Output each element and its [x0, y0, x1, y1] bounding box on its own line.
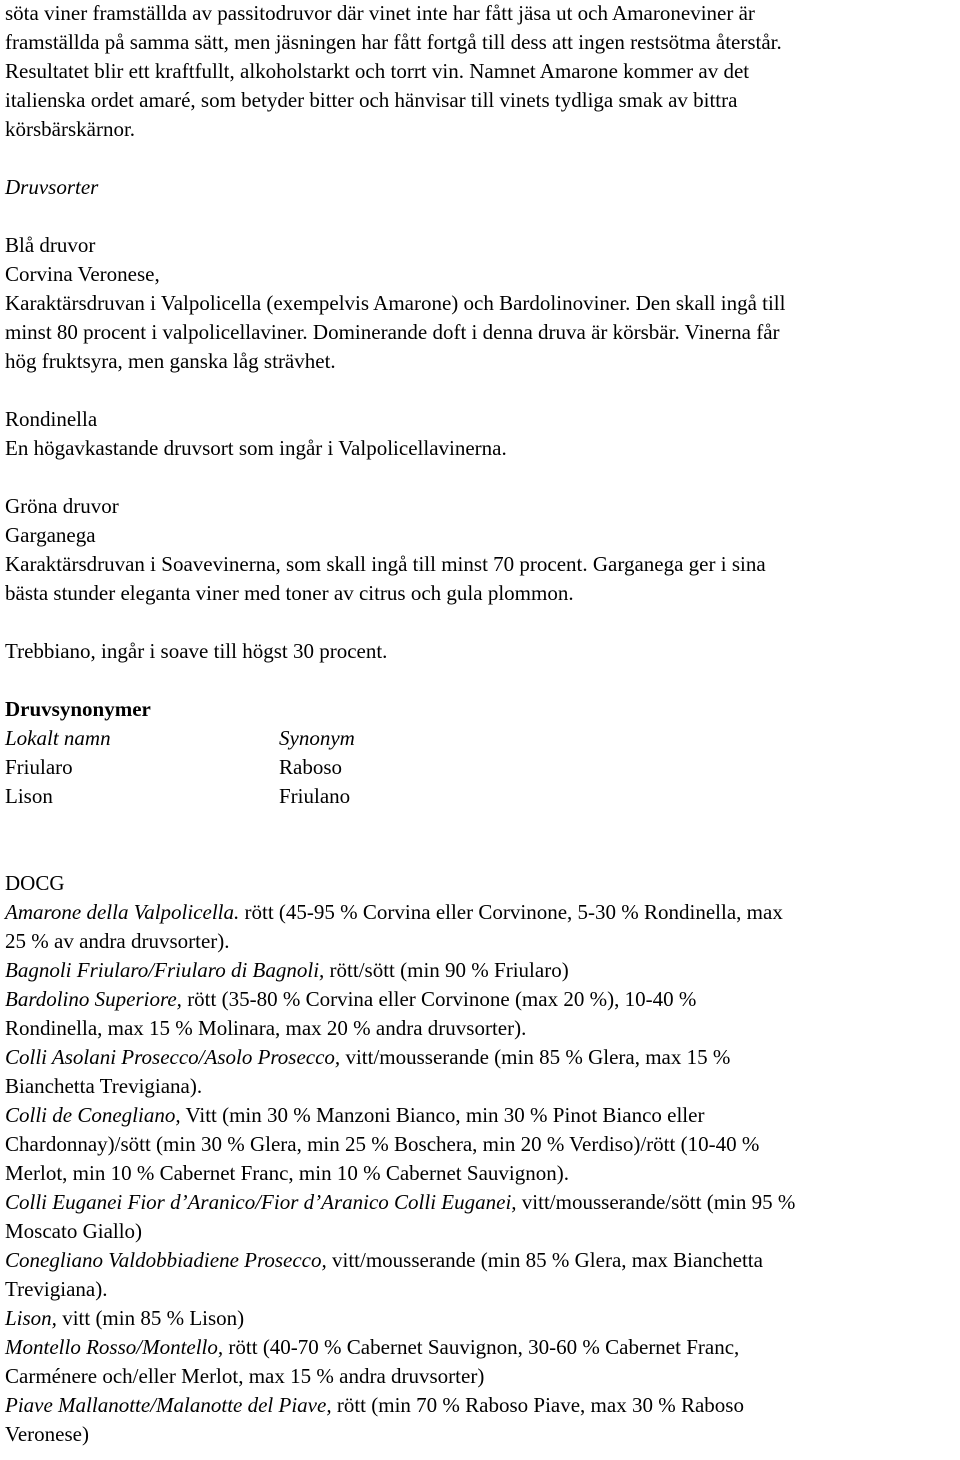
garganega-desc-line: Karaktärsdruvan i Soavevinerna, som skall ingå till minst 70 procent. Garganega ger i sina	[5, 552, 766, 576]
docg-heading: DOCG	[5, 871, 65, 895]
docg-entry-name: Bardolino Superiore,	[5, 987, 182, 1011]
docg-entry-text: vitt (min 85 % Lison)	[56, 1306, 245, 1330]
docg-entry-name: Piave Mallanotte/Malanotte del Piave,	[5, 1393, 332, 1417]
synonym-table-header	[5, 724, 960, 753]
intro-line: söta viner framställda av passitodruvor där vinet inte har fått jäsa ut och Amaroneviner är	[5, 1, 755, 25]
docg-entry-name: Conegliano Valdobbiadiene Prosecco,	[5, 1248, 327, 1272]
garganega-name: Garganega	[5, 523, 96, 547]
trebbiano-line: Trebbiano, ingår i soave till högst 30 procent.	[5, 639, 388, 663]
corvina-desc-line: Karaktärsdruvan i Valpolicella (exempelvis Amarone) och Bardolinoviner. Den skall ingå till	[5, 291, 786, 315]
docg-entry-continuation: Chardonnay)/sött (min 30 % Glera, min 25 % Boschera, min 20 % Verdiso)/rött (10-40 %	[5, 1132, 760, 1156]
docg-entry-text: rött/sött (min 90 % Friularo)	[324, 958, 569, 982]
docg-entry	[5, 1101, 960, 1130]
synonym-table-row	[5, 753, 960, 782]
druvsynonymer-heading: Druvsynonymer	[5, 697, 151, 721]
intro-line: italienska ordet amaré, som betyder bitter och hänvisar till vinets tydliga smak av bittra	[5, 88, 738, 112]
corvina-name: Corvina Veronese,	[5, 262, 160, 286]
bla-druvor-heading: Blå druvor	[5, 233, 96, 257]
docg-entry	[5, 956, 960, 985]
docg-entry-text: rött (40-70 % Cabernet Sauvignon, 30-60 % Cabernet Franc,	[223, 1335, 740, 1359]
docg-entry-name: Montello Rosso/Montello,	[5, 1335, 224, 1359]
garganega-desc-line: bästa stunder eleganta viner med toner av citrus och gula plommon.	[5, 581, 574, 605]
docg-entry-text: vitt/mousserande (min 85 % Glera, max Bianchetta	[326, 1248, 763, 1272]
intro-line: körsbärskärnor.	[5, 117, 136, 141]
docg-entry	[5, 898, 960, 927]
docg-entry-name: Lison,	[5, 1306, 57, 1330]
document-page	[5, 0, 960, 1449]
docg-entry-text: vitt/mousserande (min 85 % Glera, max 15 %	[340, 1045, 731, 1069]
docg-entry-text: rött (35-80 % Corvina eller Corvinone (max 20 %), 10-40 %	[181, 987, 697, 1011]
docg-entry-name: Colli Asolani Prosecco/Asolo Prosecco,	[5, 1045, 341, 1069]
docg-entry-text: rött (45-95 % Corvina eller Corvinone, 5-30 % Rondinella, max	[239, 900, 783, 924]
corvina-desc-line: minst 80 procent i valpolicellaviner. Dominerande doft i denna druva är körsbär. Vinerna får	[5, 320, 780, 344]
docg-entry-continuation: 25 % av andra druvsorter).	[5, 929, 230, 953]
docg-entry-continuation: Rondinella, max 15 % Molinara, max 20 % andra druvsorter).	[5, 1016, 527, 1040]
docg-entry-continuation: Bianchetta Trevigiana).	[5, 1074, 203, 1098]
docg-entry	[5, 1246, 960, 1275]
docg-entry-continuation: Merlot, min 10 % Cabernet Franc, min 10 % Cabernet Sauvignon).	[5, 1161, 569, 1185]
synonym-header: Synonym	[279, 726, 355, 750]
docg-entry-name: Amarone della Valpolicella.	[5, 900, 240, 924]
docg-entry-name: Bagnoli Friularo/Friularo di Bagnoli,	[5, 958, 325, 982]
corvina-desc-line: hög fruktsyra, men ganska låg strävhet.	[5, 349, 336, 373]
docg-entry-name: Colli Euganei Fior d’Aranico/Fior d’Aranico Colli Euganei,	[5, 1190, 517, 1214]
local-name-cell: Lison	[5, 784, 53, 808]
docg-entry-text: vitt/mousserande/sött (min 95 %	[516, 1190, 796, 1214]
rondinella-name: Rondinella	[5, 407, 98, 431]
intro-line: framställda på samma sätt, men jäsningen har fått fortgå till dess att ingen restsötma återstår.	[5, 30, 782, 54]
docg-entry-text: Vitt (min 30 % Manzoni Bianco, min 30 % Pinot Bianco eller	[180, 1103, 705, 1127]
synonym-cell: Friulano	[279, 784, 351, 808]
grona-druvor-heading: Gröna druvor	[5, 494, 119, 518]
docg-entry-name: Colli de Conegliano,	[5, 1103, 181, 1127]
local-name-header: Lokalt namn	[5, 726, 111, 750]
docg-entry	[5, 1304, 960, 1333]
druvsorter-heading: Druvsorter	[5, 175, 99, 199]
docg-entry	[5, 1188, 960, 1217]
intro-line: Resultatet blir ett kraftfullt, alkoholstarkt och torrt vin. Namnet Amarone kommer av det	[5, 59, 750, 83]
docg-entry	[5, 1333, 960, 1362]
docg-entry	[5, 1043, 960, 1072]
local-name-cell: Friularo	[5, 755, 73, 779]
docg-entry-continuation: Veronese)	[5, 1422, 89, 1446]
docg-entry-continuation: Moscato Giallo)	[5, 1219, 143, 1243]
intro-paragraph	[5, 0, 960, 144]
docg-entry	[5, 1391, 960, 1420]
rondinella-desc: En högavkastande druvsort som ingår i Valpolicellavinerna.	[5, 436, 507, 460]
docg-entry-continuation: Carménere och/eller Merlot, max 15 % andra druvsorter)	[5, 1364, 485, 1388]
synonym-table-row	[5, 782, 960, 811]
docg-entry-continuation: Trevigiana).	[5, 1277, 108, 1301]
synonym-cell: Raboso	[279, 755, 342, 779]
docg-entry-text: rött (min 70 % Raboso Piave, max 30 % Raboso	[331, 1393, 744, 1417]
docg-entry	[5, 985, 960, 1014]
